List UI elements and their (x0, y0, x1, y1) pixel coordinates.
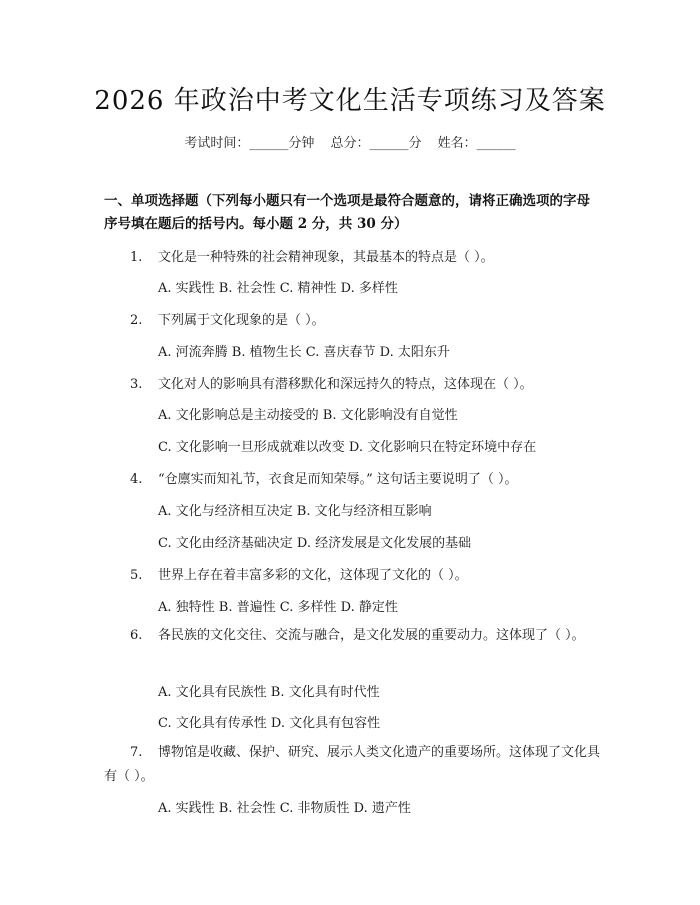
question-text: 世界上存在着丰富多彩的文化，这体现了文化的（ ）。 (158, 568, 468, 583)
question-4-options-cd: C. 文化由经济基础决定 D. 经济发展是文化发展的基础 (158, 536, 472, 551)
question-text: 下列属于文化现象的是（ ）。 (158, 313, 325, 328)
question-text: “仓廪实而知礼节，衣食足而知荣辱。” 这句话主要说明了（ ）。 (158, 472, 518, 487)
question-3-options-cd: C. 文化影响一旦形成就难以改变 D. 文化影响只在特定环境中存在 (158, 440, 537, 455)
student-name-field: 姓名：______ (437, 136, 516, 151)
question-5 (130, 564, 468, 583)
question-7 (104, 741, 600, 789)
question-number: 7. (130, 745, 143, 760)
question-text: 博物馆是收藏、保护、研究、展示人类文化遗产的重要场所。这体现了文化具有（ ）。 (104, 745, 601, 784)
document-title: 2026 年政治中考文化生活专项练习及答案 (94, 86, 606, 116)
total-score-field: 总分：______分 (330, 136, 422, 151)
question-1-options: A. 实践性 B. 社会性 C. 精神性 D. 多样性 (158, 281, 398, 296)
question-1 (130, 246, 494, 265)
question-number: 4. (130, 472, 143, 487)
question-number: 6. (130, 628, 143, 643)
question-3 (130, 373, 533, 392)
question-text: 文化是一种特殊的社会精神现象，其最基本的特点是（ ）。 (158, 250, 494, 265)
question-7-options: A. 实践性 B. 社会性 C. 非物质性 D. 遗产性 (158, 801, 411, 816)
question-4 (130, 468, 518, 487)
question-3-options-ab: A. 文化影响总是主动接受的 B. 文化影响没有自觉性 (158, 408, 458, 423)
exam-time-field: 考试时间：______分钟 (184, 136, 315, 151)
question-number: 3. (130, 377, 143, 392)
question-2 (130, 309, 325, 328)
question-number: 5. (130, 568, 143, 583)
question-number: 2. (130, 313, 143, 328)
section-heading: 一、单项选择题（下列每小题只有一个选项是最符合题意的，请将正确选项的字母序号填在题后的括号内。每小题 2 分，共 30 分） (104, 193, 590, 232)
question-6-options-cd: C. 文化具有传承性 D. 文化具有包容性 (158, 716, 381, 731)
question-number: 1. (130, 250, 143, 265)
question-4-options-ab: A. 文化与经济相互决定 B. 文化与经济相互影响 (158, 504, 432, 519)
question-6 (104, 624, 600, 648)
question-6-options-ab: A. 文化具有民族性 B. 文化具有时代性 (158, 685, 380, 700)
question-2-options: A. 河流奔腾 B. 植物生长 C. 喜庆春节 D. 太阳东升 (158, 345, 450, 360)
question-text: 各民族的文化交往、交流与融合，是文化发展的重要动力。这体现了（ ）。 (158, 628, 585, 643)
question-text: 文化对人的影响具有潜移默化和深远持久的特点，这体现在（ ）。 (158, 377, 533, 392)
exam-meta (0, 132, 700, 151)
question-5-options: A. 独特性 B. 普遍性 C. 多样性 D. 静定性 (158, 600, 398, 615)
